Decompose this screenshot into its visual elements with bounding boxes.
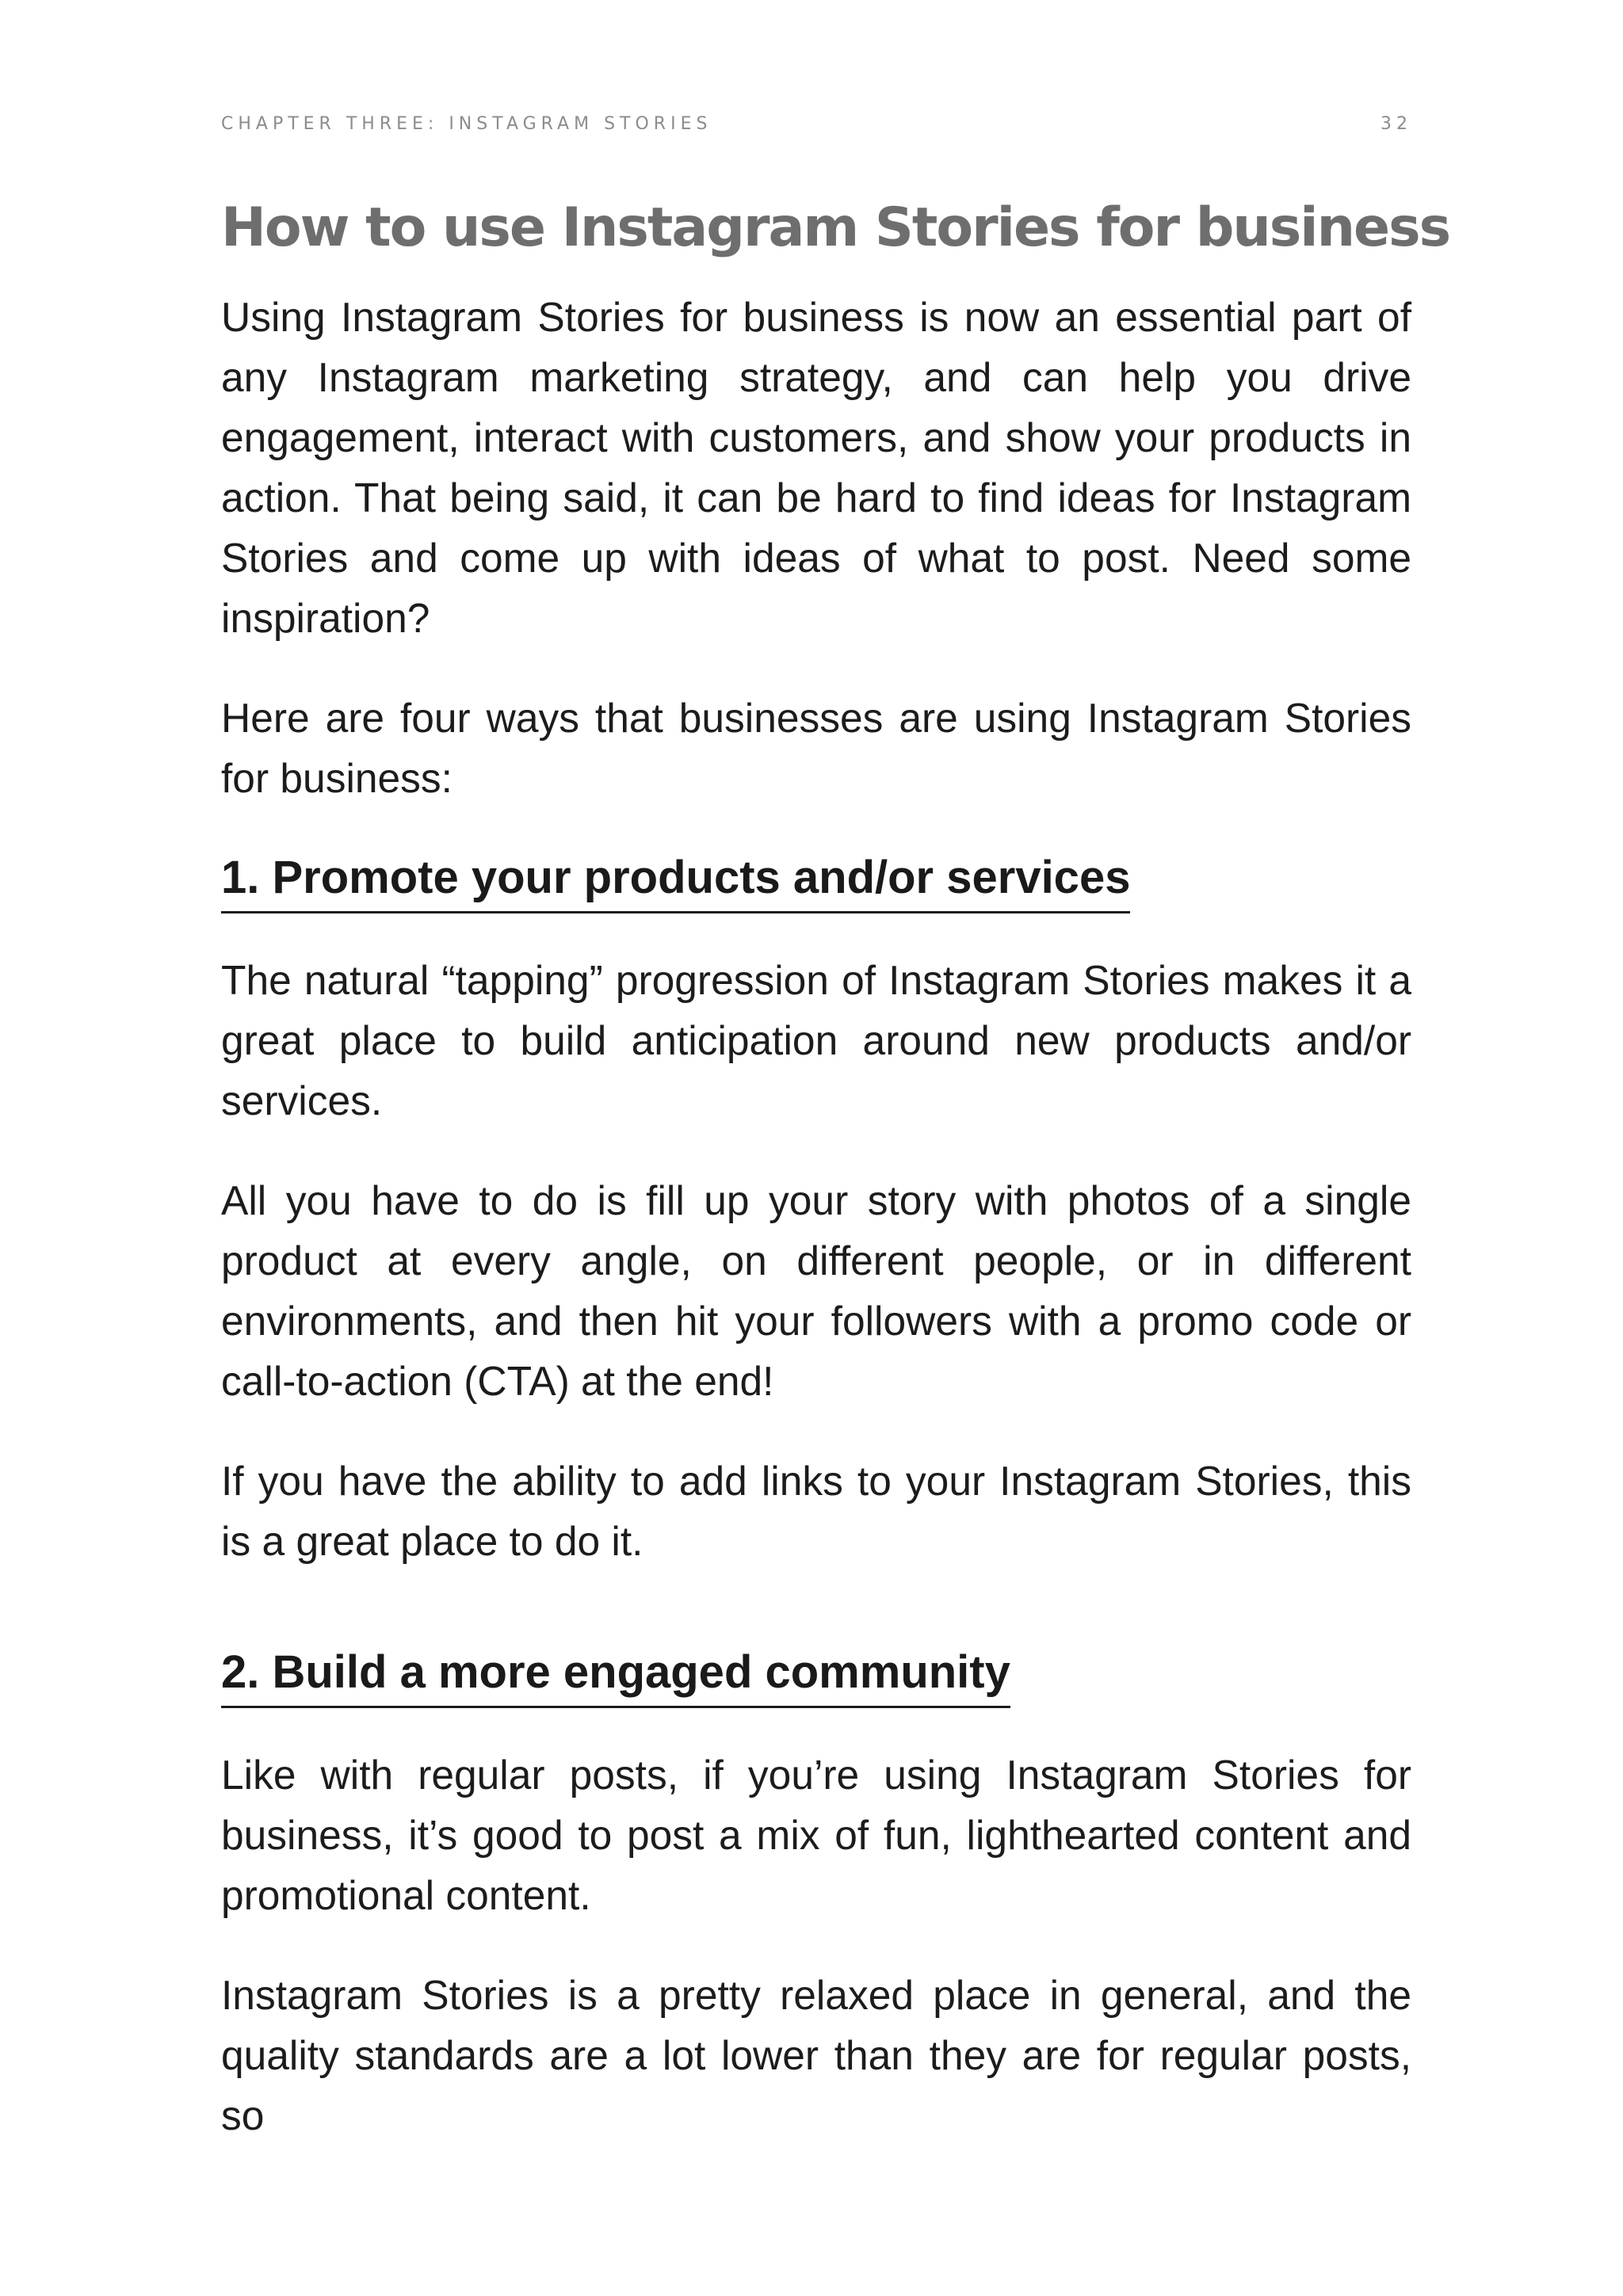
section-paragraph: Instagram Stories is a pretty relaxed place in general, and the quality standards are a lot lower than they are for regular posts, so [221, 1972, 1411, 2138]
intro-paragraph: Here are four ways that businesses are using Instagram Stories for business: [221, 695, 1411, 801]
section-paragraph: The natural “tapping” progression of Instagram Stories makes it a great place to build anticipation around new products and/or services. [221, 957, 1411, 1123]
chapter-label: CHAPTER THREE: INSTAGRAM STORIES [221, 113, 712, 134]
page-number: 32 [1381, 113, 1412, 134]
section-paragraph: All you have to do is fill up your story with photos of a single product at every angle, on different people, or in different environments, and then hit your followers with a promo code or call-to-action (CTA) at the end! [221, 1177, 1411, 1404]
page-content [221, 190, 1450, 2185]
section-paragraph: If you have the ability to add links to your Instagram Stories, this is a great place to do it. [221, 1458, 1411, 1564]
intro-paragraph: Using Instagram Stories for business is now an essential part of any Instagram marketing strategy, and can help you drive engagement, interact with customers, and show your products in action. That being said, it can be hard to find ideas for Instagram Stories and come up with ideas of what to post. Need some inspiration? [221, 294, 1411, 641]
section-heading-wrap [221, 1642, 1411, 1708]
page-title: How to use Instagram Stories for business [221, 196, 1450, 259]
section-heading: 1. Promote your products and/or services [221, 848, 1130, 913]
section-heading-wrap [221, 848, 1411, 913]
running-header [221, 112, 1412, 135]
section-paragraph: Like with regular posts, if you’re using Instagram Stories for business, it’s good to post a mix of fun, lighthearted content and promotional content. [221, 1752, 1411, 1918]
section-heading: 2. Build a more engaged community [221, 1642, 1010, 1708]
